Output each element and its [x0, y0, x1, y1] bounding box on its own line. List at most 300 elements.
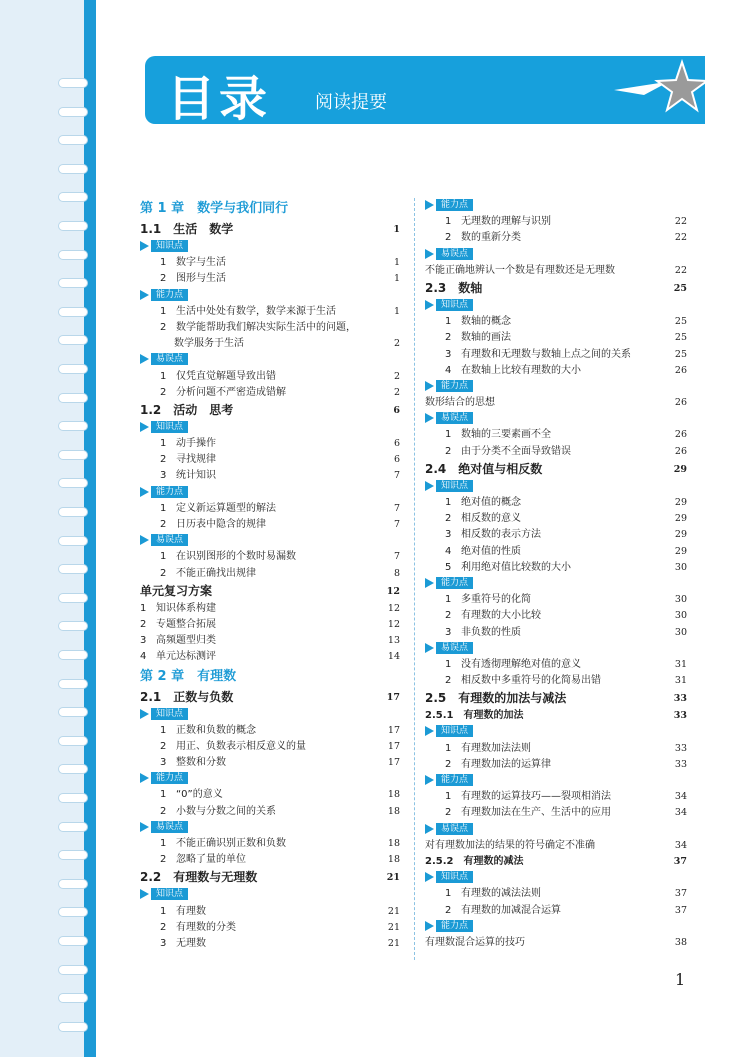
entry-number: 1 [445, 316, 452, 328]
binder-ring [58, 250, 88, 260]
category-tag [140, 353, 188, 365]
page-ref: 2 [393, 338, 400, 350]
entry-title: 不能正确找出规律 [176, 567, 256, 579]
category-tag-row [140, 707, 400, 723]
category-label: 易误点 [436, 823, 473, 835]
entry-title: 有理数的大小比较 [461, 610, 541, 622]
entry-title: 整数和分数 [176, 757, 226, 769]
category-tag-row [140, 485, 400, 501]
entry-title: 日历表中隐含的规律 [176, 519, 266, 530]
page-ref: 21 [386, 872, 400, 884]
binder-ring [58, 393, 88, 403]
entry-number: 1 [160, 305, 167, 317]
category-label: 知识点 [151, 888, 188, 900]
toc-entry [425, 330, 687, 346]
entry-number: 1 [160, 438, 167, 450]
category-label: 能力点 [151, 772, 188, 784]
category-tag-row [425, 773, 687, 789]
entry-title: 图形与生活 [176, 273, 226, 285]
play-triangle-icon [425, 872, 434, 882]
page-ref: 34 [674, 839, 687, 851]
play-triangle-icon [425, 726, 434, 736]
entry-number: 1 [160, 905, 167, 917]
category-tag [425, 725, 473, 737]
play-triangle-icon [425, 921, 434, 931]
entry-number: 2 [160, 273, 167, 285]
toc-entry [140, 920, 400, 936]
page-ref: 6 [393, 438, 400, 450]
category-tag [425, 199, 473, 211]
page-ref: 30 [674, 561, 687, 573]
section-title: 2.5.1 有理数的加法 [425, 710, 524, 722]
category-label: 能力点 [436, 774, 473, 786]
entry-number: 1 [160, 724, 167, 736]
category-label: 能力点 [436, 380, 473, 392]
entry-number: 1 [160, 551, 167, 563]
play-triangle-icon [140, 354, 149, 364]
binder-ring [58, 793, 88, 803]
entry-number: 2 [160, 854, 167, 866]
page-ref: 25 [674, 332, 687, 344]
subsection-heading [425, 854, 687, 870]
toc-entry [140, 804, 400, 820]
page-ref: 34 [674, 791, 687, 803]
page-ref: 37 [674, 888, 687, 900]
entry-title: 正数和负数的概念 [176, 724, 256, 736]
entry-title: 高频题型归类 [156, 635, 216, 647]
page-ref: 1 [393, 257, 400, 269]
page-ref: 12 [387, 618, 400, 630]
entry-number: 2 [160, 321, 167, 333]
category-tag-row [140, 239, 400, 255]
star-icon [614, 50, 714, 130]
section-heading [140, 868, 400, 887]
play-triangle-icon [425, 249, 434, 259]
entry-title: 有理数的减法法则 [461, 888, 541, 900]
section-title: 2.2 有理数与无理数 [140, 870, 258, 885]
page-ref: 2 [393, 370, 400, 382]
page-ref: 6 [393, 404, 400, 416]
category-tag [425, 823, 473, 835]
toc-entry [140, 852, 400, 868]
page-ref: 18 [387, 838, 400, 849]
toc-entry [425, 560, 687, 576]
section-title: 2.1 正数与负数 [140, 689, 234, 704]
entry-number: 1 [160, 370, 167, 382]
page-ref: 25 [674, 348, 687, 360]
play-triangle-icon [425, 824, 434, 834]
section-title: 2.4 绝对值与相反数 [425, 461, 543, 476]
entry-number: 1 [445, 658, 452, 670]
toc-entry [140, 304, 400, 320]
binder-ring [58, 993, 88, 1003]
toc-entry [425, 395, 687, 411]
entry-title: 没有透彻理解绝对值的意义 [461, 658, 581, 670]
category-tag-row [140, 820, 400, 836]
page-ref: 31 [674, 658, 687, 670]
category-tag [425, 871, 473, 883]
binder-ring [58, 164, 88, 174]
section-heading [140, 582, 400, 601]
page-ref: 14 [387, 651, 400, 663]
entry-title: 在数轴上比较有理数的大小 [461, 364, 581, 376]
section-heading [140, 401, 400, 420]
page-ref: 37 [674, 904, 687, 916]
page-ref: 31 [674, 675, 687, 687]
toc-entry [425, 527, 687, 543]
page-ref: 21 [387, 905, 400, 917]
subsection-heading [425, 708, 687, 724]
toc-entry [140, 617, 400, 633]
page-ref: 1 [393, 305, 400, 317]
page-ref: 33 [674, 758, 687, 770]
category-tag [425, 380, 473, 392]
page-ref: 17 [387, 740, 400, 752]
binder-ring [58, 478, 88, 488]
page-ref: 34 [674, 807, 687, 819]
page-ref: 26 [674, 445, 687, 457]
category-tag-row [425, 298, 687, 314]
binder-ring [58, 507, 88, 517]
play-triangle-icon [425, 775, 434, 785]
toc-entry [425, 314, 687, 330]
entry-number: 3 [445, 348, 452, 360]
category-tag-row [140, 887, 400, 903]
play-triangle-icon [140, 422, 149, 432]
category-tag [140, 486, 188, 498]
page-ref: 30 [674, 610, 687, 622]
entry-title: 定义新运算题型的解法 [176, 502, 276, 514]
toc-entry [140, 452, 400, 468]
play-triangle-icon [140, 889, 149, 899]
entry-number: 3 [160, 470, 167, 482]
toc-entry [425, 657, 687, 673]
category-tag [425, 248, 473, 260]
toc-entry [140, 320, 400, 336]
toc-entry [140, 385, 400, 401]
category-tag-row [425, 247, 687, 263]
toc-entry [425, 511, 687, 527]
section-heading [425, 279, 687, 298]
page-ref: 29 [674, 497, 687, 508]
toc-entry [140, 836, 400, 852]
toc-entry [425, 805, 687, 821]
binder-ring [58, 364, 88, 374]
toc-entry [140, 436, 400, 452]
entry-title: 无理数 [176, 937, 206, 949]
page-ref: 1 [393, 273, 400, 285]
page-ref: 12 [386, 585, 400, 597]
entry-title: 数轴的概念 [461, 316, 511, 328]
binder-ring [58, 822, 88, 832]
play-triangle-icon [425, 381, 434, 391]
entry-title: 相反数的意义 [461, 513, 521, 525]
category-tag-row [140, 352, 400, 368]
page-ref: 33 [673, 693, 687, 705]
category-label: 能力点 [151, 289, 188, 301]
category-tag-row [140, 771, 400, 787]
page-ref: 13 [387, 635, 400, 647]
toc-left-column [140, 198, 400, 952]
page-ref: 7 [393, 470, 400, 482]
entry-number: 2 [445, 332, 452, 344]
play-triangle-icon [140, 822, 149, 832]
entry-title: 单元达标测评 [156, 651, 216, 663]
page-ref: 18 [387, 789, 400, 801]
entry-number: 2 [445, 610, 452, 622]
entry-number: 2 [160, 921, 167, 933]
page-ref: 26 [674, 364, 687, 376]
entry-number: 2 [160, 805, 167, 817]
section-title: 1.1 生活 数学 [140, 222, 234, 236]
entry-title: 有理数混合运算的技巧 [425, 936, 525, 948]
entry-title: 无理数的理解与识别 [461, 216, 551, 228]
category-tag [425, 642, 473, 654]
category-tag [425, 412, 473, 424]
toc-entry [140, 723, 400, 739]
entry-number: 2 [445, 758, 452, 770]
binder-ring [58, 879, 88, 889]
category-label: 知识点 [151, 708, 188, 720]
page-title: 目录 [167, 71, 272, 127]
page-ref: 29 [674, 545, 687, 557]
binder-ring [58, 450, 88, 460]
category-tag-row [425, 919, 687, 935]
entry-title: “0”的意义 [176, 789, 223, 801]
binder-ring [58, 621, 88, 631]
chapter-title: 第 2 章 有理数 [140, 668, 237, 684]
category-tag-row [140, 420, 400, 436]
page-ref: 26 [674, 397, 687, 409]
binder-ring [58, 850, 88, 860]
entry-title: 不能正确地辨认一个数是有理数还是无理数 [425, 264, 615, 276]
entry-title: 数学服务于生活 [174, 338, 244, 350]
entry-title: 绝对值的性质 [461, 545, 521, 557]
toc-entry [140, 633, 400, 649]
entry-number: 2 [445, 904, 452, 916]
toc-entry [425, 757, 687, 773]
page-ref: 38 [674, 936, 687, 948]
entry-title: 利用绝对值比较数的大小 [461, 561, 571, 573]
toc-entry [425, 263, 687, 279]
entry-title: 有理数加法法则 [461, 742, 531, 754]
entry-number: 3 [160, 757, 167, 769]
page-ref: 7 [393, 519, 400, 530]
entry-number: 1 [445, 497, 452, 508]
binder-ring [58, 192, 88, 202]
binder-ring [58, 650, 88, 660]
entry-title: 忽略了量的单位 [176, 854, 246, 866]
binder-ring [58, 1022, 88, 1032]
play-triangle-icon [140, 773, 149, 783]
entry-title: 多重符号的化简 [461, 594, 531, 606]
toc-entry [425, 363, 687, 379]
toc-entry [140, 904, 400, 920]
entry-number: 1 [445, 888, 452, 900]
binder-ring [58, 135, 88, 145]
entry-number: 2 [445, 445, 452, 457]
page-ref: 18 [387, 854, 400, 866]
toc-entry [425, 230, 687, 246]
category-label: 易误点 [151, 534, 188, 546]
play-triangle-icon [425, 413, 434, 423]
entry-number: 2 [160, 386, 167, 398]
entry-number: 1 [445, 742, 452, 754]
toc-entry [425, 741, 687, 757]
entry-number: 2 [160, 740, 167, 752]
page-ref: 17 [387, 757, 400, 769]
entry-title: 有理数的分类 [176, 921, 236, 933]
page-ref: 30 [674, 594, 687, 606]
page-ref: 29 [673, 463, 687, 475]
entry-title: 由于分类不全面导致错误 [461, 445, 571, 457]
entry-number: 4 [140, 651, 147, 663]
page-ref: 22 [674, 232, 687, 244]
category-tag-row [425, 724, 687, 740]
page-ref: 22 [674, 216, 687, 228]
entry-title: 有理数加法在生产、生活中的应用 [461, 807, 611, 819]
category-tag [425, 577, 473, 589]
page-ref: 29 [674, 529, 687, 541]
play-triangle-icon [140, 709, 149, 719]
entry-title: 对有理数加法的结果的符号确定不准确 [425, 839, 595, 851]
page-ref: 21 [387, 921, 400, 933]
binder-ring [58, 936, 88, 946]
category-label: 易误点 [151, 353, 188, 365]
entry-title: 相反数的表示方法 [461, 529, 541, 541]
binder-ring [58, 278, 88, 288]
toc-entry [425, 838, 687, 854]
category-tag [140, 534, 188, 546]
entry-title: 有理数 [176, 905, 206, 917]
entry-number: 3 [140, 635, 147, 647]
section-heading [140, 220, 400, 239]
category-label: 知识点 [436, 725, 473, 737]
category-tag [425, 920, 473, 932]
page-ref: 18 [387, 805, 400, 817]
binder-ring [58, 564, 88, 574]
toc-entry [425, 544, 687, 560]
category-tag [140, 821, 188, 833]
toc-entry [425, 935, 687, 951]
category-tag-row [425, 479, 687, 495]
page-ref: 7 [393, 551, 400, 563]
binder-ring [58, 965, 88, 975]
page-ref: 26 [674, 429, 687, 441]
entry-number: 2 [445, 232, 452, 244]
toc-entry [140, 601, 400, 617]
entry-title: 知识体系构建 [156, 602, 216, 614]
binder-ring [58, 907, 88, 917]
category-tag [140, 289, 188, 301]
page-ref: 12 [387, 602, 400, 614]
toc-entry [140, 369, 400, 385]
category-label: 知识点 [151, 421, 188, 433]
entry-number: 2 [160, 519, 167, 530]
toc-entry [425, 495, 687, 511]
category-label: 知识点 [436, 871, 473, 883]
category-label: 能力点 [436, 577, 473, 589]
chapter-title: 第 1 章 数学与我们同行 [140, 201, 289, 216]
entry-number: 4 [445, 545, 452, 557]
category-tag [140, 240, 188, 252]
page-ref: 33 [674, 742, 687, 754]
category-tag-row [425, 641, 687, 657]
entry-title: 分析问题不严密造成错解 [176, 386, 286, 398]
entry-title: 数形结合的思想 [425, 397, 495, 409]
entry-title: 有理数的运算技巧——裂项相消法 [461, 791, 611, 803]
category-tag [140, 772, 188, 784]
category-label: 能力点 [436, 920, 473, 932]
category-tag-row [140, 533, 400, 549]
toc-entry [425, 903, 687, 919]
entry-number: 2 [140, 618, 147, 630]
category-tag [140, 421, 188, 433]
entry-number: 1 [160, 257, 167, 269]
toc-entry [425, 347, 687, 363]
entry-title: 用正、负数表示相反意义的量 [176, 740, 306, 752]
entry-number: 3 [445, 529, 452, 541]
category-label: 能力点 [151, 486, 188, 498]
binder-ring [58, 707, 88, 717]
entry-title: 相反数中多重符号的化简易出错 [461, 675, 601, 687]
section-heading [140, 688, 400, 707]
toc-entry [140, 271, 400, 287]
page-ref: 30 [674, 626, 687, 638]
binder-ring [58, 421, 88, 431]
toc-entry [425, 789, 687, 805]
entry-number: 1 [160, 838, 167, 849]
chapter-heading [140, 666, 400, 688]
toc-entry [140, 468, 400, 484]
category-tag-row [425, 411, 687, 427]
binder-ring [58, 307, 88, 317]
category-tag [425, 299, 473, 311]
entry-title: 有理数加法的运算律 [461, 758, 551, 770]
page-ref: 6 [393, 454, 400, 466]
toc-right-column [425, 198, 687, 951]
page-ref: 1 [393, 224, 400, 235]
category-tag-row [425, 822, 687, 838]
entry-number: 2 [445, 513, 452, 525]
page-ref: 17 [386, 691, 400, 703]
binder-ring [58, 593, 88, 603]
toc-entry [140, 501, 400, 517]
page-number: 1 [675, 970, 686, 989]
page-spine [0, 0, 84, 1057]
play-triangle-icon [140, 290, 149, 300]
binder-ring [58, 764, 88, 774]
entry-title: 专题整合拓展 [156, 618, 216, 630]
section-heading [425, 689, 687, 708]
entry-title: 不能正确识别正数和负数 [176, 838, 286, 849]
entry-title: 数的重新分类 [461, 232, 521, 244]
category-tag-row [425, 870, 687, 886]
category-label: 易误点 [436, 248, 473, 260]
category-label: 易误点 [151, 821, 188, 833]
toc-entry [425, 625, 687, 641]
toc-entry [140, 549, 400, 565]
page-ref: 25 [673, 282, 687, 294]
entry-title: 数字与生活 [176, 257, 226, 269]
category-tag [140, 708, 188, 720]
toc-entry [140, 936, 400, 952]
play-triangle-icon [140, 535, 149, 545]
toc-entry [425, 444, 687, 460]
entry-number: 1 [160, 502, 167, 514]
category-tag-row [425, 576, 687, 592]
entry-title: 在识别图形的个数时易漏数 [176, 551, 296, 563]
